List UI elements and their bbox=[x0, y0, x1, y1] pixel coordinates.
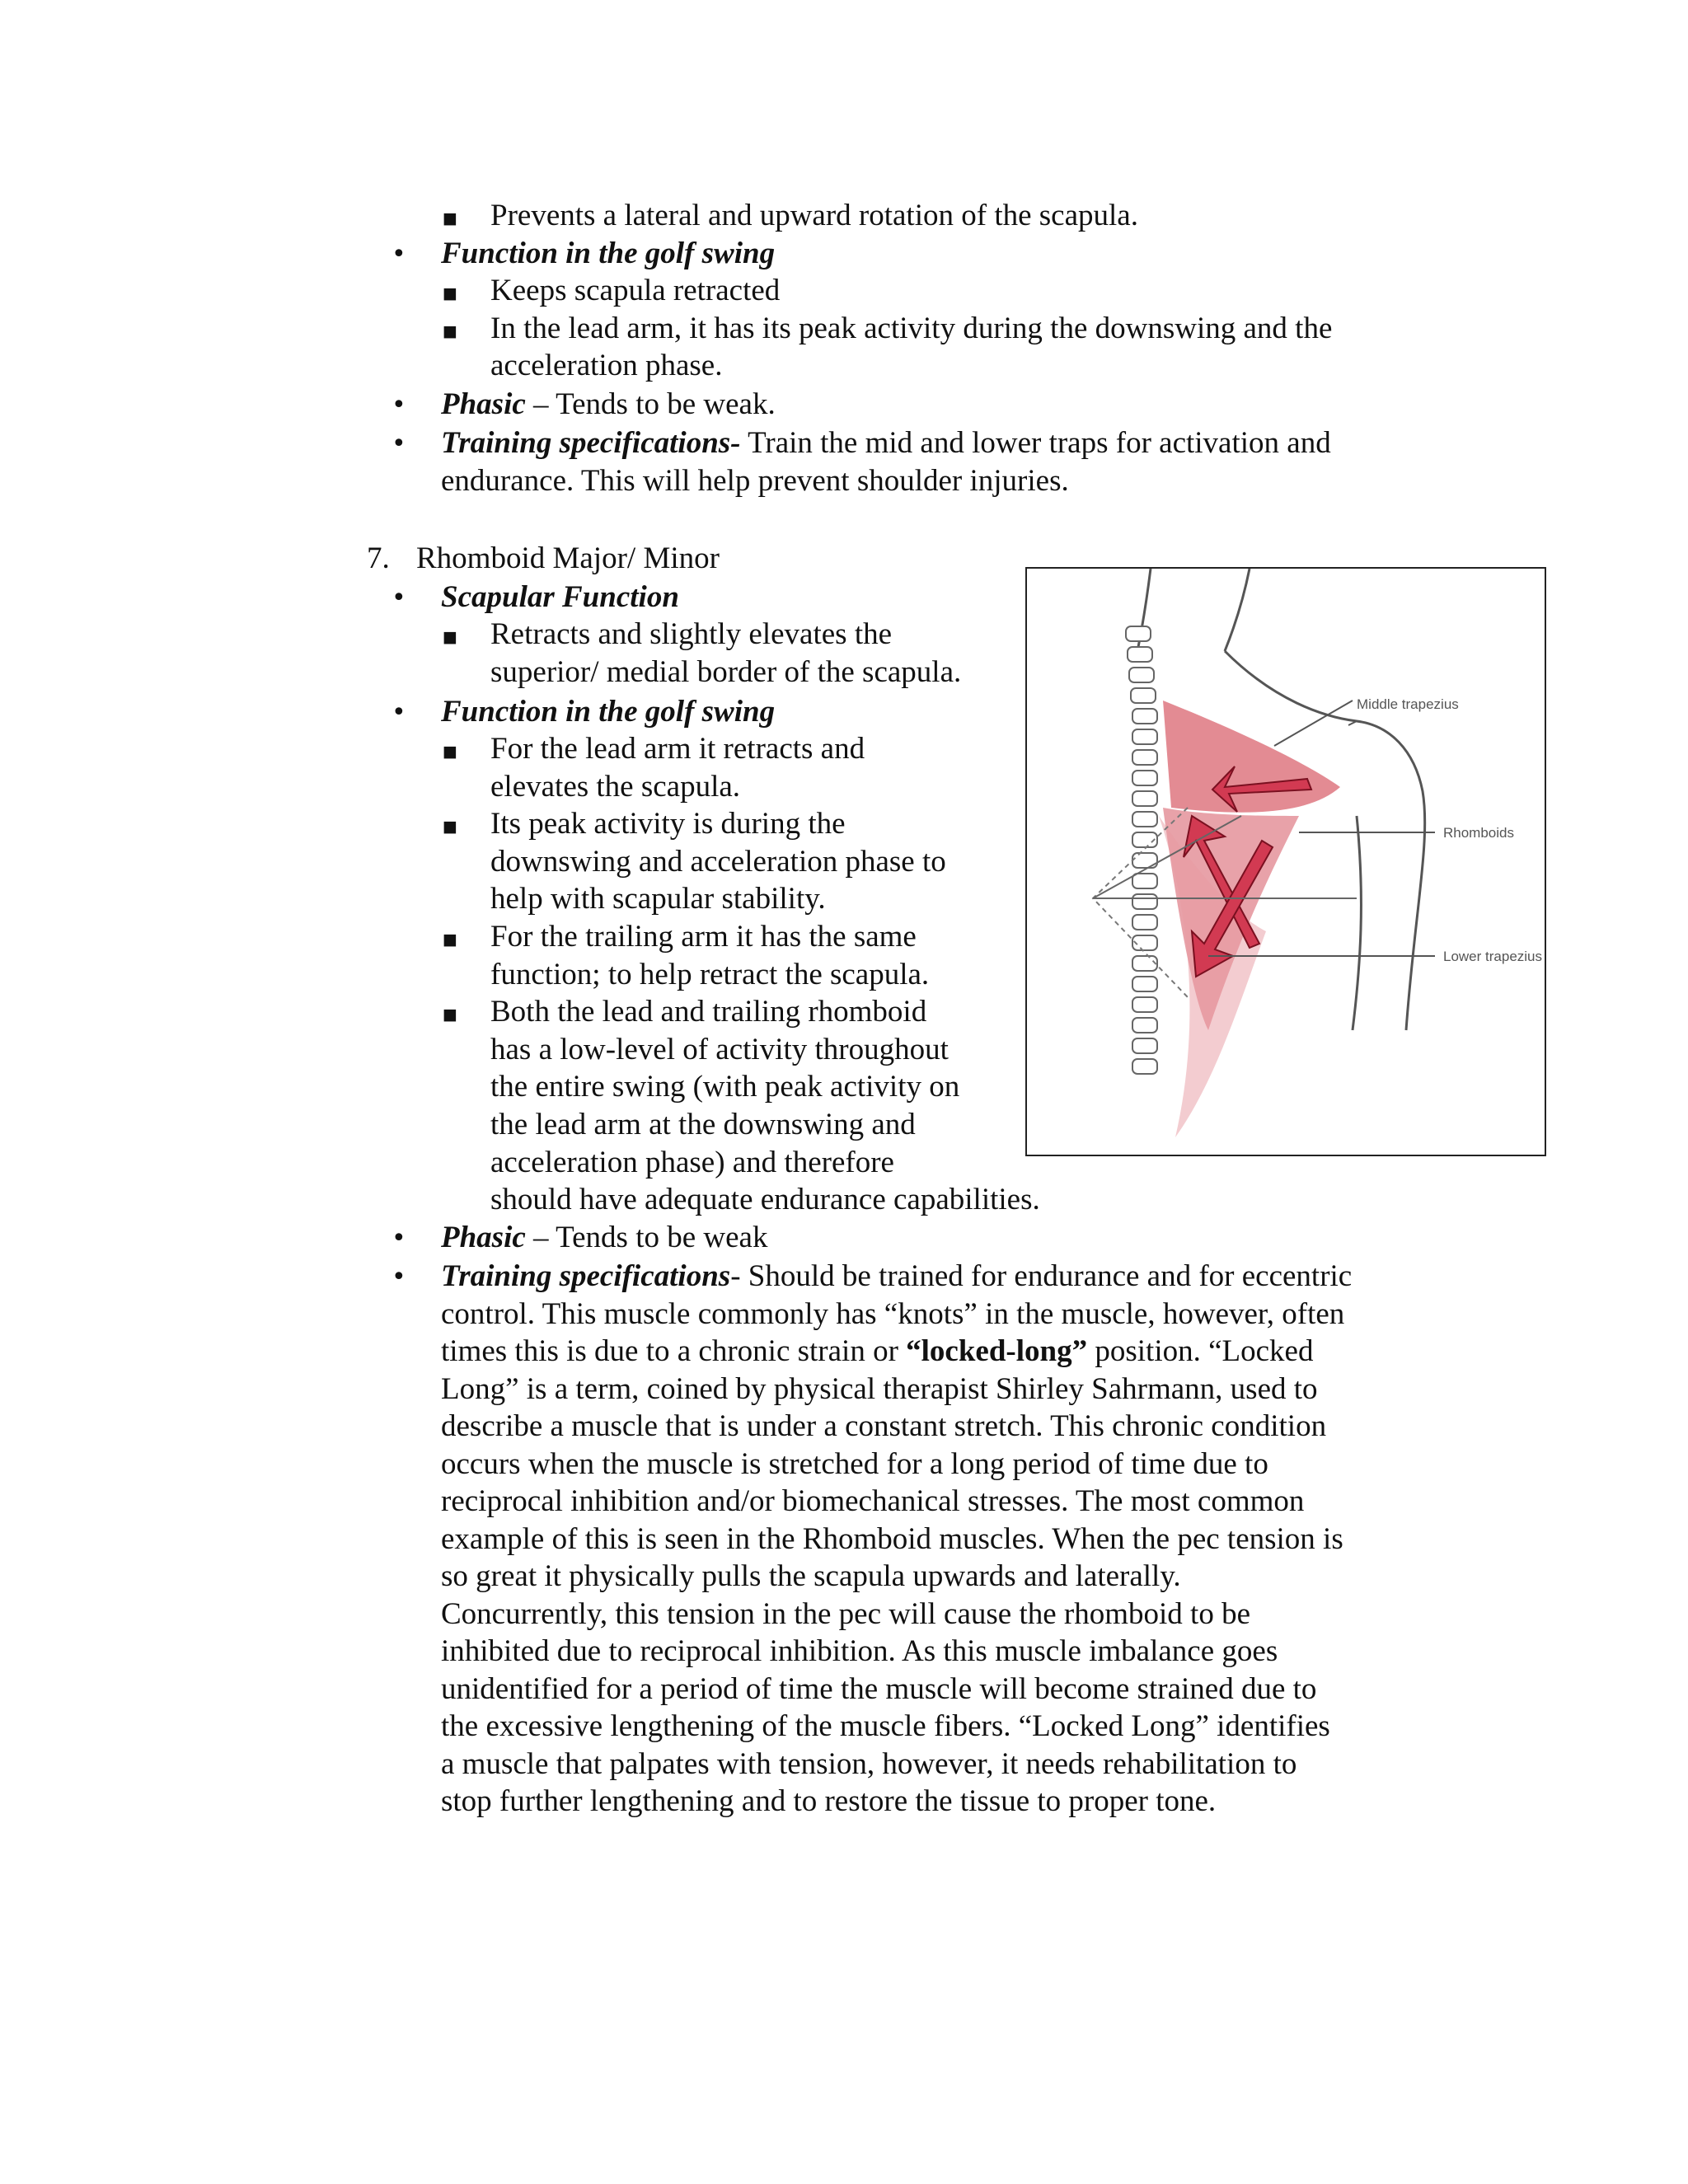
anatomy-figure bbox=[1025, 567, 1546, 1156]
list-item: In the lead arm, it has its peak activity during the downswing and the bbox=[490, 312, 1333, 345]
paragraph-line: occurs when the muscle is stretched for a long period of time due to bbox=[441, 1447, 1268, 1481]
list-item: Both the lead and trailing rhomboid bbox=[490, 995, 927, 1029]
round-bullet-icon: • bbox=[392, 698, 406, 727]
list-item: For the trailing arm it has the same bbox=[490, 920, 917, 954]
training-label: Training specifications- bbox=[441, 426, 741, 460]
square-bullet-icon: ■ bbox=[443, 628, 457, 646]
middle-trapezius-muscle bbox=[1163, 701, 1340, 813]
phasic-text: – Tends to be weak. bbox=[525, 387, 776, 421]
list-item: Keeps scapula retracted bbox=[490, 274, 781, 307]
leader-line bbox=[1274, 701, 1353, 746]
list-item: Prevents a lateral and upward rotation of the scapula. bbox=[490, 199, 1138, 232]
round-bullet-icon: • bbox=[392, 1224, 406, 1253]
figure-label-lower-trapezius: Lower trapezius bbox=[1443, 949, 1543, 964]
bold-term: “locked-long” bbox=[906, 1334, 1088, 1368]
square-bullet-icon: ■ bbox=[443, 1005, 457, 1024]
phasic-line bbox=[441, 1219, 767, 1257]
paragraph-line: stop further lengthening and to restore the tissue to proper tone. bbox=[441, 1784, 1217, 1818]
training-line bbox=[441, 424, 1331, 462]
figure-label-rhomboids: Rhomboids bbox=[1443, 825, 1514, 841]
paragraph-line: reciprocal inhibition and/or biomechanical stresses. The most common bbox=[441, 1484, 1305, 1518]
paragraph-line: so great it physically pulls the scapula upwards and laterally. bbox=[441, 1559, 1181, 1593]
phasic-line bbox=[441, 386, 776, 424]
phasic-label: Phasic bbox=[441, 1221, 526, 1254]
rhomboid-illustration bbox=[1027, 569, 1545, 1155]
spine bbox=[1126, 626, 1157, 1074]
list-item-continuation: the entire swing (with peak activity on bbox=[490, 1070, 960, 1104]
training-continuation: endurance. This will help prevent shoulder injuries. bbox=[441, 464, 1069, 498]
list-item: Retracts and slightly elevates the bbox=[490, 617, 893, 651]
round-bullet-icon: • bbox=[392, 1263, 406, 1291]
paragraph-line: example of this is seen in the Rhomboid muscles. When the pec tension is bbox=[441, 1522, 1343, 1556]
section-title: Rhomboid Major/ Minor bbox=[416, 541, 720, 575]
phasic-label: Phasic bbox=[441, 387, 526, 421]
training-text: Train the mid and lower traps for activation and bbox=[740, 426, 1331, 460]
paragraph-line: control. This muscle commonly has “knots” in the muscle, however, often bbox=[441, 1297, 1345, 1331]
subheading-golf-swing: Function in the golf swing bbox=[441, 695, 776, 729]
text-run: position. “Locked bbox=[1087, 1334, 1314, 1368]
arm-outline bbox=[1353, 816, 1361, 1030]
square-bullet-icon: ■ bbox=[443, 930, 457, 949]
list-item-continuation: superior/ medial border of the scapula. bbox=[490, 655, 962, 689]
subheading-scapular-function: Scapular Function bbox=[441, 580, 679, 614]
training-label: Training specifications bbox=[441, 1259, 731, 1293]
list-item-continuation: acceleration phase. bbox=[490, 349, 723, 382]
list-item-continuation: help with scapular stability. bbox=[490, 882, 826, 916]
round-bullet-icon: • bbox=[392, 429, 406, 458]
paragraph-line bbox=[441, 1333, 1313, 1371]
list-item-continuation: downswing and acceleration phase to bbox=[490, 845, 946, 879]
training-text: - Should be trained for endurance and for eccentric bbox=[730, 1259, 1353, 1293]
paragraph-line: describe a muscle that is under a constant stretch. This chronic condition bbox=[441, 1409, 1327, 1443]
paragraph-line: Long” is a term, coined by physical therapist Shirley Sahrmann, used to bbox=[441, 1372, 1318, 1406]
list-item-continuation: should have adequate endurance capabilities. bbox=[490, 1183, 1040, 1216]
subheading-golf-swing: Function in the golf swing bbox=[441, 237, 776, 270]
list-item: Its peak activity is during the bbox=[490, 807, 846, 841]
square-bullet-icon: ■ bbox=[443, 818, 457, 836]
phasic-text: – Tends to be weak bbox=[525, 1221, 768, 1254]
text-run: times this is due to a chronic strain or bbox=[441, 1334, 907, 1368]
paragraph-line: inhibited due to reciprocal inhibition. As this muscle imbalance goes bbox=[441, 1634, 1278, 1668]
paragraph-line: a muscle that palpates with tension, however, it needs rehabilitation to bbox=[441, 1747, 1297, 1781]
round-bullet-icon: • bbox=[392, 240, 406, 269]
section-number: 7. bbox=[367, 541, 390, 575]
list-item-continuation: has a low-level of activity throughout bbox=[490, 1033, 949, 1066]
square-bullet-icon: ■ bbox=[443, 743, 457, 761]
figure-label-middle-trapezius: Middle trapezius bbox=[1357, 696, 1459, 712]
list-item: For the lead arm it retracts and bbox=[490, 732, 865, 766]
list-item-continuation: elevates the scapula. bbox=[490, 770, 741, 804]
neck-outline bbox=[1138, 569, 1250, 651]
square-bullet-icon: ■ bbox=[443, 209, 457, 227]
round-bullet-icon: • bbox=[392, 583, 406, 612]
list-item-continuation: function; to help retract the scapula. bbox=[490, 958, 930, 991]
paragraph-line: unidentified for a period of time the muscle will become strained due to bbox=[441, 1672, 1317, 1706]
paragraph-line: Concurrently, this tension in the pec will cause the rhomboid to be bbox=[441, 1597, 1250, 1631]
square-bullet-icon: ■ bbox=[443, 284, 457, 302]
square-bullet-icon: ■ bbox=[443, 322, 457, 340]
training-line bbox=[441, 1258, 1352, 1296]
list-item-continuation: acceleration phase) and therefore bbox=[490, 1146, 894, 1179]
list-item-continuation: the lead arm at the downswing and bbox=[490, 1108, 916, 1141]
paragraph-line: the excessive lengthening of the muscle fibers. “Locked Long” identifies bbox=[441, 1709, 1330, 1743]
round-bullet-icon: • bbox=[392, 391, 406, 419]
